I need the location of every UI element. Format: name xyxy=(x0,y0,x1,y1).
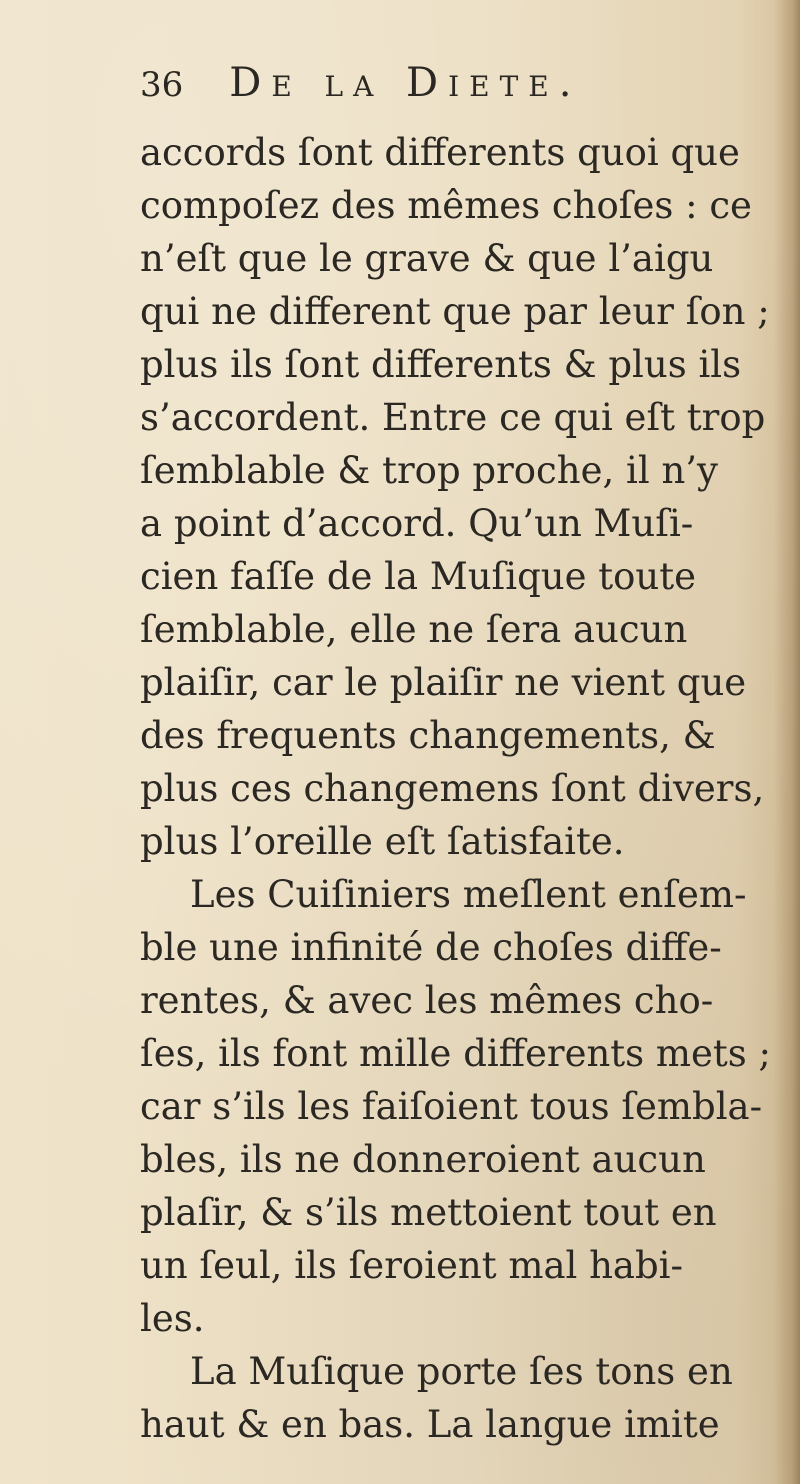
text-line: rentes, & avec les mêmes cho- xyxy=(140,979,714,1022)
text-line: compoſez des mêmes choſes : ce xyxy=(140,184,752,227)
text-line: ſemblable & trop proche, il n’y xyxy=(140,449,718,492)
text-line: qui ne different que par leur ſon ; xyxy=(140,290,770,333)
text-line: un ſeul, ils ſeroient mal habi- xyxy=(140,1244,684,1287)
running-head xyxy=(140,60,740,126)
text-line: haut & en bas. La langue imite xyxy=(140,1403,720,1446)
paragraph-start-line: La Muſique porte ſes tons en xyxy=(190,1350,733,1393)
text-line: plaſir, & s’ils mettoient tout en xyxy=(140,1191,717,1234)
text-line: les. xyxy=(140,1297,205,1340)
running-head-title: De la Diete. xyxy=(229,60,582,106)
page-gutter-shadow xyxy=(774,0,800,1484)
text-line: ſes, ils font mille differents mets ; xyxy=(140,1032,771,1075)
text-line: n’eſt que le grave & que l’aigu xyxy=(140,237,714,280)
text-line: plus l’oreille eſt ſatisfaite. xyxy=(140,820,625,863)
text-line: cien faſſe de la Muſique toute xyxy=(140,555,696,598)
text-line: plaiſir, car le plaiſir ne vient que xyxy=(140,661,747,704)
text-line: plus ils ſont differents & plus ils xyxy=(140,343,742,386)
text-line: plus ces changemens ſont divers, xyxy=(140,767,765,810)
text-line: s’accordent. Entre ce qui eſt trop xyxy=(140,396,766,439)
text-line: accords ſont differents quoi que xyxy=(140,131,740,174)
page-number: 36 xyxy=(140,65,184,105)
text-line: des frequents changements, & xyxy=(140,714,716,757)
text-line: a point d’accord. Qu’un Muſi- xyxy=(140,502,694,545)
text-line: bles, ils ne donneroient aucun xyxy=(140,1138,706,1181)
text-block xyxy=(140,60,771,1451)
text-line: ble une infinité de choſes diffe- xyxy=(140,926,722,969)
text-line: ſemblable, elle ne ſera aucun xyxy=(140,608,688,651)
paragraph-start-line: Les Cuiſiniers meſlent enſem- xyxy=(190,873,747,916)
text-line: car s’ils les faiſoient tous ſembla- xyxy=(140,1085,763,1128)
